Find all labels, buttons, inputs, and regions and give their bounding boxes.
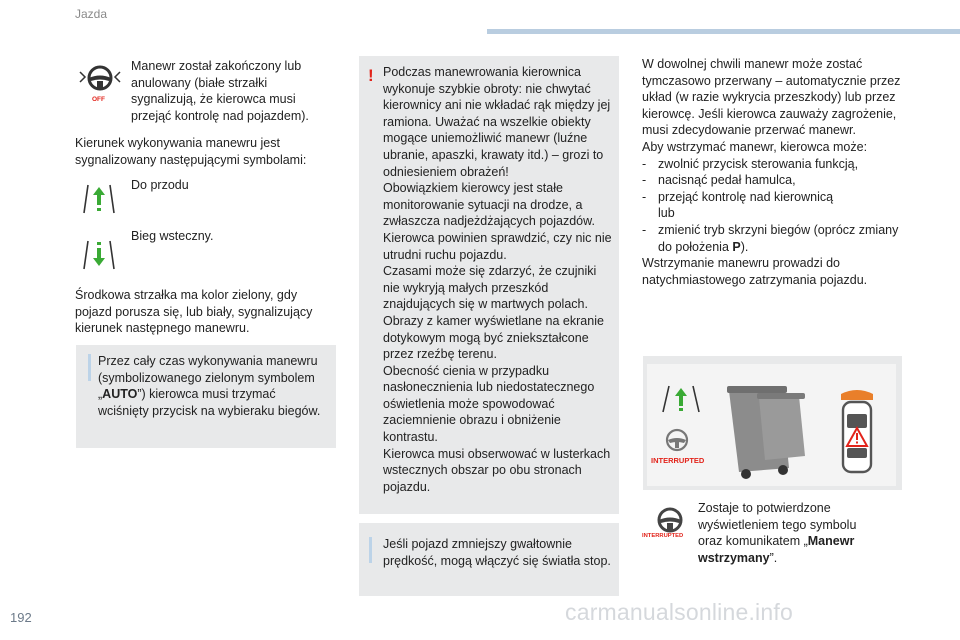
forward-label: Do przodu — [131, 178, 189, 192]
section-title: Jazda — [75, 7, 108, 21]
confirm-text: Zostaje to potwierdzone wyświetleniem tego symbolu oraz komunikatem „Manewr wstrzymany”. — [698, 501, 857, 565]
warning-paragraph: Podczas manewrowania kierownica wykonuje szybkie obroty: nie chwytać kierownicy ani nie wkładać rąk między jej ramiona. Uważać na wszelkie obiekty mogące uniemożliwić manewr (luźne ubranie, apaszki, krawaty itd.) – grozi to odniesieniem obrażeń! — [383, 65, 611, 179]
off-badge: OFF — [92, 96, 105, 103]
interrupted-badge: INTERRUPTED — [642, 533, 684, 539]
warning-paragraph: Czasami może się zdarzyć, że czujniki nie wykryją małych przeszkód znajdujących się w martwych polach. — [383, 264, 597, 312]
reverse-arrow-icon — [82, 239, 116, 271]
warning-paragraph: Kierowca powinien sprawdzić, czy nic nie utrudni ruchu pojazdu. — [383, 230, 612, 262]
green-arrow-text: Środkowa strzałka ma kolor zielony, gdy pojazd porusza się, lub biały, sygnalizujący kierunek następnego manewru. — [75, 288, 313, 336]
interrupt-intro: W dowolnej chwili manewr może zostać tymczasowo przerwany – automatycznie przez układ (w razie wykrycia przeszkody) lub przez kierowcę. Jeśli kierowca zauważy zagrożenie, musi zdecydowanie przerwać manewr. — [642, 57, 901, 138]
watermark: carmanualsonline.info — [565, 599, 793, 625]
page-number: 192 — [10, 610, 32, 625]
brake-note-box — [359, 523, 619, 596]
brake-note-text: Jeśli pojazd zmniejszy gwałtownie prędkość, mogą włączyć się światła stop. — [383, 537, 611, 568]
list-item: - zwolnić przycisk sterowania funkcją, — [642, 156, 859, 171]
info-bar — [88, 354, 91, 381]
stop-intro: Aby wstrzymać manewr, kierowca może: — [642, 139, 868, 154]
stop-result-text: Wstrzymanie manewru prowadzi do natychmiastowego zatrzymania pojazdu. — [642, 256, 868, 287]
list-item: - nacisnąć pedał hamulca, — [642, 173, 796, 188]
reverse-label: Bieg wsteczny. — [131, 229, 214, 243]
auto-note-text: Przez cały czas wykonywania manewru (symbolizowanego zielonym symbolem „AUTO”) kierowca musi trzymać wciśnięty przycisk na wybieraku biegów. — [98, 354, 321, 418]
warning-paragraph: Obrazy z kamer wyświetlane na ekranie dotykowym mogą być zniekształcone przez rzeźbę terenu. — [383, 313, 604, 362]
direction-intro-text: Kierunek wykonywania manewru jest sygnalizowany następującymi symbolami: — [75, 136, 307, 167]
list-item: - przejąć kontrolę nad kierownicą — [642, 189, 834, 204]
warning-paragraph: Obowiązkiem kierowcy jest stałe monitorowanie sytuacji na drodze, a zwłaszcza nadjeżdżających pojazdów. — [383, 181, 595, 229]
warning-paragraph: Obecność cienia w przypadku nasłonecznienia lub niedostatecznego oświetlenia może spowodować zaciemnienie obrazu i obniżenie kontrastu. — [383, 363, 595, 445]
warning-icon: ! — [368, 66, 374, 85]
list-item: - zmienić tryb skrzyni biegów (oprócz zmiany do położenia P). — [642, 222, 899, 254]
interrupted-label: INTERRUPTED — [651, 456, 705, 465]
or-text: lub — [658, 206, 675, 221]
warning-paragraph: Kierowca musi obserwować w lusterkach wstecznych obszar po obu stronach pojazdu. — [383, 446, 611, 494]
auto-note-box — [76, 345, 336, 448]
warning-text — [383, 64, 613, 495]
forward-arrow-icon — [82, 183, 116, 215]
info-bar — [369, 537, 372, 563]
warning-box — [359, 56, 619, 514]
interrupted-illustration — [643, 356, 902, 490]
header-accent-bar — [487, 29, 960, 34]
maneuver-ended-text: Manewr został zakończony lub anulowany (białe strzałki sygnalizują, że kierowca musi przejąć kontrolę nad pojazdem). — [131, 59, 309, 123]
interrupt-text-block — [642, 56, 912, 288]
